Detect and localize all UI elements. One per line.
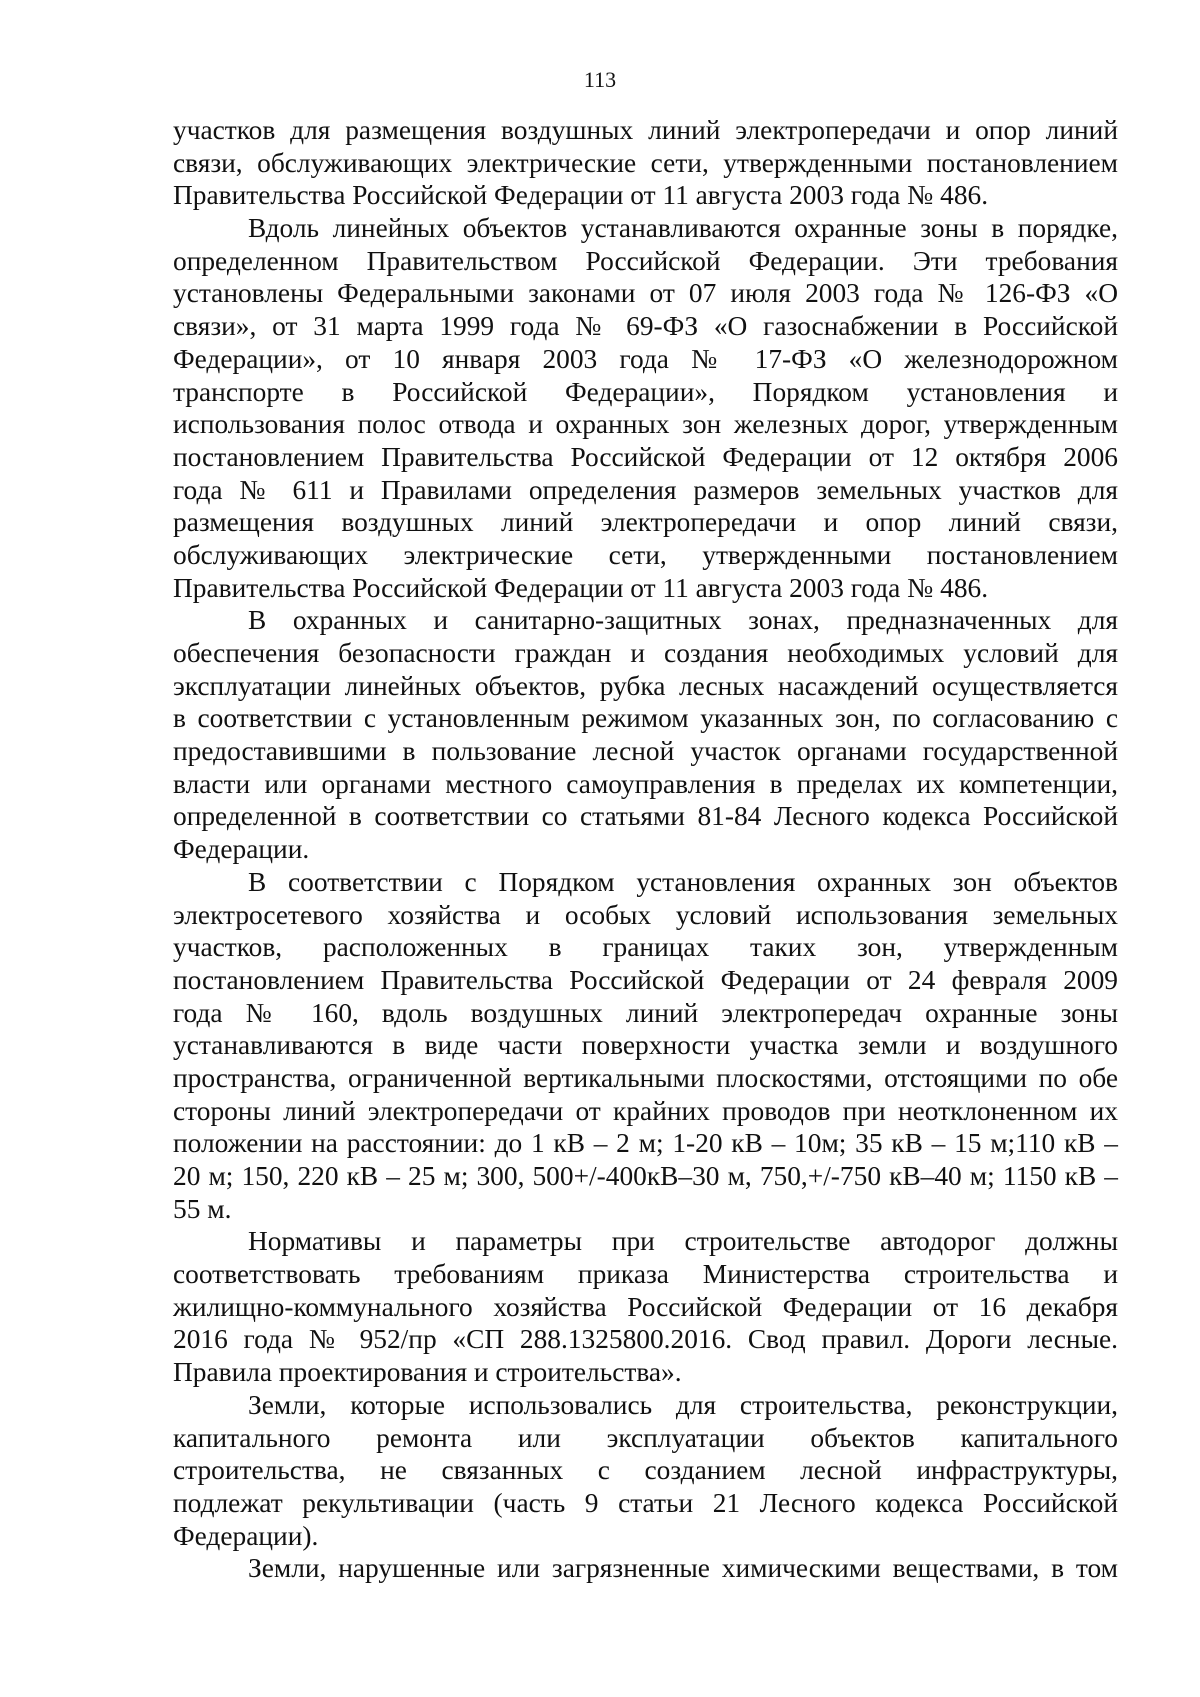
paragraph-first-line: В охранных и санитарно-защитных зонах, предназначенных для <box>248 605 1118 636</box>
text-line: 55 м. <box>173 1193 232 1224</box>
text-line: Правила проектирования и строительства». <box>173 1357 682 1388</box>
paragraph-first-line: В соответствии с Порядком установления охранных зон объектов <box>248 866 1118 897</box>
text-line: года № 611 и Правилами определения размеров земельных участков для <box>173 474 1118 505</box>
text-line: постановлением Правительства Российской Федерации от 12 октября 2006 <box>173 441 1118 472</box>
text-line: обслуживающих электрические сети, утвержденными постановлением <box>173 539 1118 570</box>
text-line: использования полос отвода и охранных зон железных дорог, утвержденным <box>173 409 1118 440</box>
text-line: 20 м; 150, 220 кВ – 25 м; 300, 500+/-400кВ–30 м, 750,+/-750 кВ–40 м; 1150 кВ – <box>173 1161 1118 1191</box>
text-line: участков для размещения воздушных линий электропередачи и опор линий <box>173 115 1118 145</box>
text-line: размещения воздушных линий электропередачи и опор линий связи, <box>173 507 1118 538</box>
text-line: Правительства Российской Федерации от 11 августа 2003 года № 486. <box>173 572 989 603</box>
paragraph-first-line: Земли, нарушенные или загрязненные химическими веществами, в том <box>248 1553 1118 1584</box>
text-line: определенном Правительством Российской Федерации. Эти требования <box>173 245 1118 276</box>
text-line: положении на расстоянии: до 1 кВ – 2 м; 1-20 кВ – 10м; 35 кВ – 15 м;110 кВ – <box>173 1128 1118 1159</box>
text-line: электросетевого хозяйства и особых условий использования земельных <box>173 899 1118 930</box>
text-line: участков, расположенных в границах таких зон, утвержденным <box>173 932 1118 963</box>
text-line: строительства, не связанных с созданием лесной инфраструктуры, <box>173 1455 1118 1486</box>
text-line: 2016 года № 952/пр «СП 288.1325800.2016. Свод правил. Дороги лесные. <box>173 1324 1118 1355</box>
text-line: стороны линий электропередачи от крайних проводов при неотклоненном их <box>173 1095 1118 1126</box>
text-line: Федерации», от 10 января 2003 года № 17-ФЗ «О железнодорожном <box>173 343 1118 374</box>
document-body <box>173 114 1118 1585</box>
paragraph-first-line: Вдоль линейных объектов устанавливаются охранные зоны в порядке, <box>248 213 1118 244</box>
text-line: связи, обслуживающих электрические сети, утвержденными постановлением <box>173 147 1118 178</box>
text-line: Федерации. <box>173 834 310 865</box>
text-line: устанавливаются в виде части поверхности участка земли и воздушного <box>173 1030 1118 1061</box>
text-line: года № 160, вдоль воздушных линий электропередач охранные зоны <box>173 997 1118 1028</box>
page-number: 113 <box>583 67 617 92</box>
text-line: связи», от 31 марта 1999 года № 69-ФЗ «О газоснабжении в Российской <box>173 311 1118 342</box>
text-line: власти или органами местного самоуправления в пределах их компетенции, <box>173 768 1118 799</box>
text-line: жилищно-коммунального хозяйства Российской Федерации от 16 декабря <box>173 1291 1118 1322</box>
text-line: предоставившими в пользование лесной участок органами государственной <box>173 736 1118 767</box>
text-line: пространства, ограниченной вертикальными плоскостями, отстоящими по обе <box>173 1062 1118 1093</box>
paragraph-first-line: Земли, которые использовались для строительства, реконструкции, <box>248 1389 1118 1420</box>
text-line: определенной в соответствии со статьями 81-84 Лесного кодекса Российской <box>173 801 1118 832</box>
text-line: эксплуатации линейных объектов, рубка лесных насаждений осуществляется <box>173 670 1118 701</box>
text-line: транспорте в Российской Федерации», Порядком установления и <box>173 376 1118 407</box>
text-line: обеспечения безопасности граждан и создания необходимых условий для <box>173 638 1118 668</box>
text-line: соответствовать требованиям приказа Министерства строительства и <box>173 1259 1118 1290</box>
text-line: подлежат рекультивации (часть 9 статьи 21 Лесного кодекса Российской <box>173 1487 1118 1518</box>
paragraph-first-line: Нормативы и параметры при строительстве автодорог должны <box>248 1226 1118 1257</box>
text-line: Федерации). <box>173 1520 319 1551</box>
text-line: в соответствии с установленным режимом указанных зон, по согласованию с <box>173 703 1118 734</box>
text-line: Правительства Российской Федерации от 11 августа 2003 года № 486. <box>173 180 989 211</box>
text-line: постановлением Правительства Российской Федерации от 24 февраля 2009 <box>173 964 1118 995</box>
text-line: установлены Федеральными законами от 07 июля 2003 года № 126-ФЗ «О <box>173 278 1118 309</box>
text-line: капитального ремонта или эксплуатации объектов капитального <box>173 1422 1118 1453</box>
